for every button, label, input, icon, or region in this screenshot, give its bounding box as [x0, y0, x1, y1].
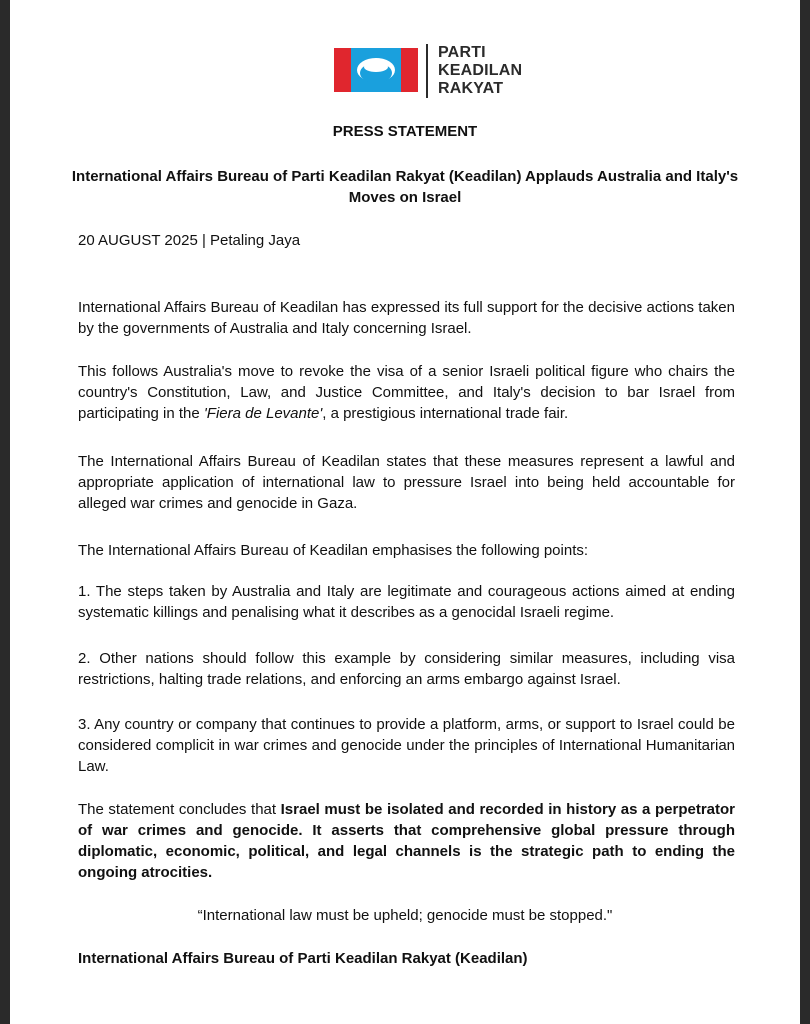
document-page [10, 0, 800, 1024]
point-3: 3. Any country or company that continues to provide a platform, arms, or support to Israel could be considered complicit in war crimes and genocide under the principles of International Humanitarian Law. [78, 716, 735, 775]
paragraph-4: The International Affairs Bureau of Keadilan emphasises the following points: [78, 542, 589, 559]
pkr-flag-icon [334, 48, 418, 92]
signature: International Affairs Bureau of Parti Keadilan Rakyat (Keadilan) [78, 950, 528, 967]
statement-headline: International Affairs Bureau of Parti Keadilan Rakyat (Keadilan) Applauds Australia and Italy's Moves on Israel [71, 168, 739, 206]
logo-line-3: RAKYAT [438, 80, 504, 97]
closing-quote: “International law must be upheld; genocide must be stopped." [197, 907, 613, 924]
conclusion-bold: Israel must be isolated and recorded in history as a perpetrator of war crimes and genocide. It asserts that comprehensive global pressure through diplomatic, economic, political, and legal channels is the strategic path to ending the ongoing atrocities. [78, 801, 735, 881]
point-2: 2. Other nations should follow this example by considering similar measures, including visa restrictions, halting trade relations, and enforcing an arms embargo against Israel. [78, 650, 735, 688]
dateline: 20 AUGUST 2025 | Petaling Jaya [78, 232, 301, 249]
paragraph-2-text-b: , a prestigious international trade fair. [322, 405, 569, 422]
logo-line-2: KEADILAN [438, 62, 523, 79]
paragraph-2 [78, 361, 735, 424]
point-1: 1. The steps taken by Australia and Italy are legitimate and courageous actions aimed at ending systematic killings and penalising what it describes as a genocidal Israeli regime. [78, 583, 735, 621]
paragraph-3: The International Affairs Bureau of Keadilan states that these measures represent a lawful and appropriate application of international law to pressure Israel into being held accountable for alleged war crimes and genocide in Gaza. [78, 453, 735, 512]
conclusion-paragraph [78, 799, 735, 883]
logo-wordmark [438, 44, 522, 98]
fair-name: 'Fiera de Levante' [203, 405, 323, 422]
paragraph-1: International Affairs Bureau of Keadilan has expressed its full support for the decisive actions taken by the governments of Australia and Italy concerning Israel. [78, 299, 735, 337]
logo-line-1: PARTI [438, 44, 486, 61]
pkr-logo [328, 44, 538, 98]
conclusion-lead: The statement concludes that [78, 801, 281, 818]
paragraph-2-text-a: This follows Australia's move to revoke the visa of a senior Israeli political figure who chairs the country's Constitution, Law, and Justice Committee, and Italy's decision to bar Israel from participating in the [78, 363, 735, 422]
page-title: PRESS STATEMENT [332, 123, 478, 140]
logo-divider [426, 44, 428, 98]
